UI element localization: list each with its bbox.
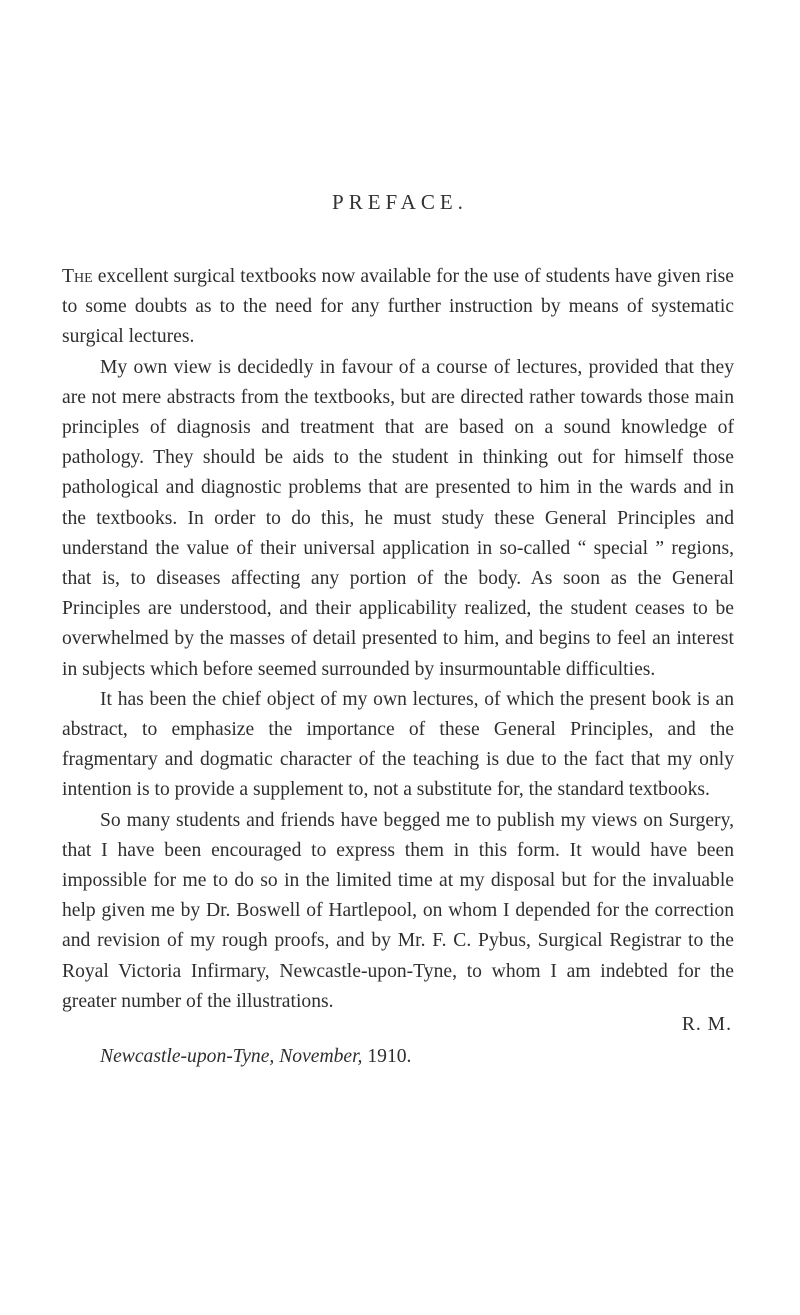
year-text: 1910. bbox=[367, 1046, 412, 1067]
place-date-text: Newcastle-upon-Tyne, November, bbox=[100, 1046, 368, 1067]
paragraph-1 bbox=[62, 262, 734, 353]
paragraph-4: So many students and friends have begged me to publish my views on Surgery, that I have been encouraged to express them in this form. It would have been impossible for me to do so in the limited time at my disposal but for the invaluable help given me by Dr. Boswell of Hartlepool, on whom I depended for the correction and revision of my rough proofs, and by Mr. F. C. Pybus, Surgical Registrar to the Royal Victoria Infirmary, Newcastle-upon-Tyne, to whom I am indebted for the greater number of the illustrations. bbox=[62, 809, 734, 1012]
paragraph-1-text: excellent surgical textbooks now available for the use of students have given rise to some doubts as to the need for any further instruction by means of systematic surgical lectures. bbox=[62, 266, 734, 348]
page-title: PREFACE. bbox=[332, 190, 468, 214]
author-initials: R. M. bbox=[681, 1014, 732, 1035]
first-word: The bbox=[62, 266, 93, 287]
place-and-date bbox=[100, 1046, 411, 1068]
paragraph-2: My own view is decidedly in favour of a course of lectures, provided that they are not mere abstracts from the textbooks, but are directed rather towards those main principles of diagnosis and treatment that are based on a sound knowledge of pathology. They should be aids to the student in thinking out for himself those pathological and diagnostic problems that are presented to him in the wards and in the textbooks. In order to do this, he must study these General Principles and understand the value of their universal application in so-called “ special ” regions, that is, to diseases affecting any portion of the body. As soon as the General Principles are understood, and their applicability realized, the student ceases to be overwhelmed by the masses of detail presented to him, and begins to feel an interest in subjects which before seemed surrounded by insurmountable difficulties. bbox=[62, 356, 734, 680]
paragraph-3: It has been the chief object of my own lectures, of which the present book is an abstract, to emphasize the importance of these General Principles, and the fragmentary and dogmatic character of the teaching is due to the fact that my only intention is to provide a supplement to, not a substitute for, the standard textbooks. bbox=[62, 688, 734, 801]
preface-body bbox=[62, 262, 734, 1017]
